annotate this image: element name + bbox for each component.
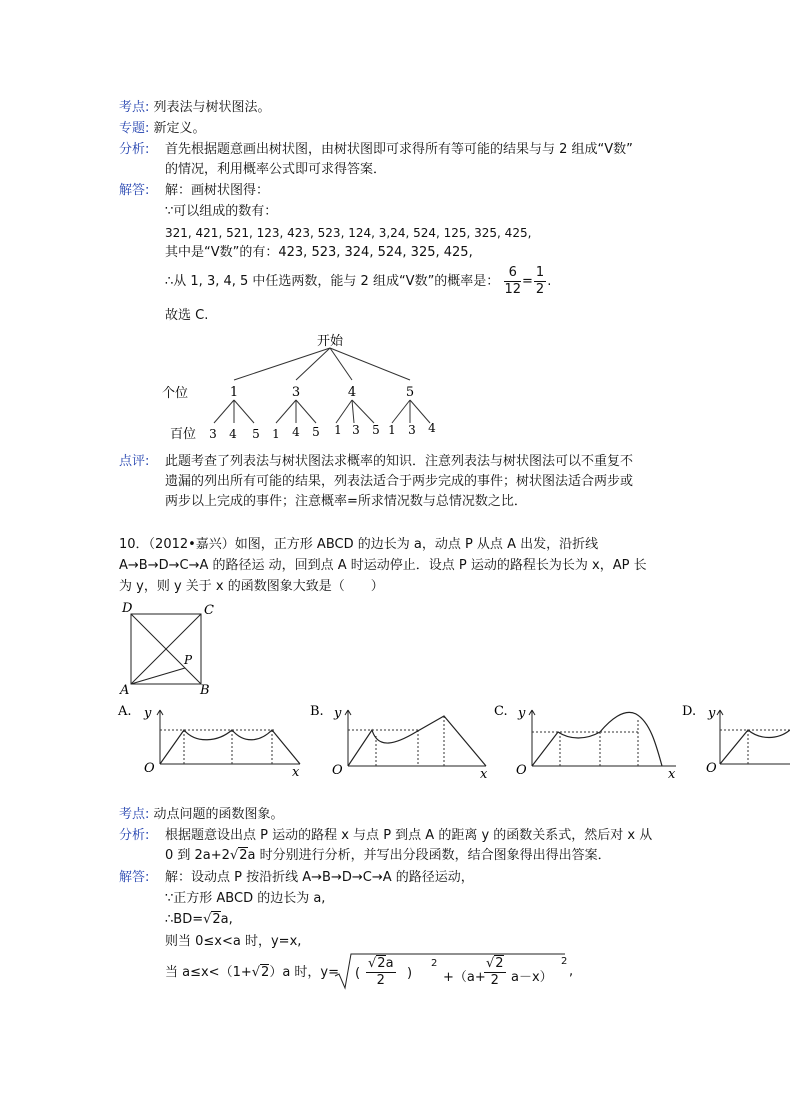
sqrt-symbol: √ <box>368 956 377 971</box>
plus-term: +（a+ <box>443 970 486 985</box>
tree-node: 5 <box>405 385 415 400</box>
axis-x-label: x <box>480 767 488 782</box>
sqrt-symbol: √ <box>203 912 212 927</box>
line5-end: , <box>569 964 574 979</box>
jieda-line-4: 其中是“V数”的有：423, 523, 324, 524, 325, 425, <box>165 245 473 260</box>
bd-eq: ∴BD= <box>165 912 204 927</box>
fenxi-line-2: 的情况，利用概率公式即可求得答案． <box>165 162 387 177</box>
zhuanti-label: 专题: <box>119 121 150 136</box>
jieda2-line-2: ∵正方形 ABCD 的边长为 a, <box>165 891 326 906</box>
kaodian-text: 列表法与树状图法。 <box>153 100 271 115</box>
kaodian2-row <box>119 805 284 825</box>
tree-leaf: 5 <box>312 425 320 439</box>
tree-root: 开始 <box>316 334 344 349</box>
origin-label: O <box>516 763 527 778</box>
close-paren: ) <box>407 966 413 981</box>
jieda-line-6: 故选 C. <box>165 308 209 323</box>
fraction-numerator: 6 <box>504 265 521 282</box>
jieda2-line-1: 解：设动点 P 按沿折线 A→B→D→C→A 的路径运动， <box>165 870 474 885</box>
fraction-denominator: 12 <box>504 282 521 297</box>
option-A-letter: A. <box>118 704 132 719</box>
line5-prefix <box>165 963 339 983</box>
origin-label: O <box>144 761 155 776</box>
fraction-denominator: 2 <box>376 973 385 988</box>
tree-leaf: 1 <box>388 423 396 437</box>
fraction-denominator: 2 <box>490 973 499 988</box>
kaodian2-label: 考点: <box>119 807 150 822</box>
sqrt-symbol: √ <box>251 965 261 980</box>
line5-text-a: 当 a≤x<（1+ <box>165 965 252 980</box>
jieda-line-3: 321, 421, 521, 123, 423, 523, 124, 3,24, 524, 125, 325, 425, <box>165 226 532 240</box>
origin-label: O <box>706 761 717 776</box>
tree-diagram <box>160 328 460 444</box>
sqrt-radicand: 2 <box>239 848 248 863</box>
fraction-6-12 <box>504 265 521 298</box>
jieda-line-5 <box>165 265 551 298</box>
tree-row-label-2: 百位 <box>170 427 197 442</box>
numerator-suffix: a <box>385 956 394 971</box>
fraction-numerator <box>484 956 506 973</box>
vertex-B: B <box>200 683 210 698</box>
option-graphs <box>110 700 790 782</box>
jieda2-line-4: 则当 0≤x<a 时，y=x, <box>165 934 302 949</box>
jieda2-line-3 <box>165 910 233 930</box>
exponent: 2 <box>431 958 438 969</box>
fenxi2-text-b: a 时分别进行分析，并写出分段函数，结合图象得出得出答案． <box>247 848 611 863</box>
zhuanti-row <box>119 119 206 139</box>
exponent-2: 2 <box>561 956 568 967</box>
fraction-denominator: 2 <box>535 282 545 297</box>
fraction-sqrt2a-over-2 <box>366 956 396 989</box>
axis-x-label: x <box>668 767 676 782</box>
question-line-3: 为 y，则 y 关于 x 的函数图象大致是（ ） <box>119 579 384 594</box>
axis-y-label: y <box>334 706 342 721</box>
line5-text-b: ）a 时，y= <box>269 965 340 980</box>
tree-row-label-1: 个位 <box>162 386 189 401</box>
jieda-line-2: ∵可以组成的数有： <box>165 204 278 219</box>
axis-y-label: y <box>708 706 716 721</box>
tail-term: a－x） <box>511 970 553 985</box>
fraction-1-2 <box>534 265 546 298</box>
option-D-graph <box>682 704 790 780</box>
tree-leaf: 3 <box>209 427 217 441</box>
option-D-letter: D. <box>682 704 697 719</box>
axis-y-label: y <box>518 706 526 721</box>
bd-tail: a, <box>220 912 233 927</box>
fenxi2-label: 分析: <box>119 828 150 843</box>
sqrt-radicand: 2 <box>495 956 504 971</box>
tree-leaf: 5 <box>252 427 260 441</box>
kaodian2-text: 动点问题的函数图象。 <box>153 807 284 822</box>
sqrt-radicand: 2 <box>261 965 270 980</box>
fenxi2-line-1: 根据题意设出点 P 运动的路程 x 与点 P 到点 A 的距离 y 的函数关系式，然后对 x 从 <box>165 828 653 843</box>
tree-leaf: 4 <box>292 425 300 439</box>
tree-node: 4 <box>347 385 357 400</box>
question-line-2: A→B→D→C→A 的路径运 动，回到点 A 时运动停止．设点 P 运动的路程长为长为 x，AP 长 <box>119 558 647 573</box>
option-A-graph <box>117 704 300 780</box>
tree-leaf: 1 <box>334 423 342 437</box>
dianping-line-2: 遗漏的列出所有可能的结果，列表法适合于两步完成的事件；树状图法适合两步或 <box>165 474 634 489</box>
probability-text: ∴从 1, 3, 4, 5 中任选两数，能与 2 组成“V数”的概率是： <box>165 274 500 289</box>
tree-leaf: 3 <box>408 423 416 437</box>
kaodian-label: 考点: <box>119 100 150 115</box>
period: . <box>547 274 552 289</box>
vertex-A: A <box>120 683 130 698</box>
fenxi2-text-a: 0 到 2a+2 <box>165 848 230 863</box>
sqrt-symbol: √ <box>229 848 239 863</box>
jieda-label: 解答: <box>119 183 150 198</box>
sqrt-radicand: 2 <box>377 956 386 971</box>
fraction-numerator: 1 <box>535 265 545 280</box>
jieda2-line-5 <box>165 952 575 992</box>
vertex-C: C <box>204 603 214 618</box>
axis-x-label: x <box>292 765 300 780</box>
option-C-graph <box>494 704 676 782</box>
vertex-D: D <box>122 601 133 616</box>
dianping-line-1: 此题考查了列表法与树状图法求概率的知识．注意列表法与树状图法可以不重复不 <box>165 454 634 469</box>
square-figure <box>116 598 222 698</box>
kaodian-row <box>119 98 271 118</box>
dianping-line-3: 两步以上完成的事件；注意概率=所求情况数与总情况数之比． <box>165 494 527 509</box>
tree-leaf: 1 <box>272 427 280 441</box>
tree-leaf: 3 <box>352 423 360 437</box>
axis-y-label: y <box>144 706 152 721</box>
origin-label: O <box>332 763 343 778</box>
fenxi-line-1: 首先根据题意画出树状图，由树状图即可求得所有等可能的结果与与 2 组成“V数” <box>165 142 633 157</box>
jieda2-label: 解答: <box>119 870 150 885</box>
tree-node: 1 <box>229 385 239 400</box>
tree-leaf: 4 <box>428 421 436 435</box>
fraction-sqrt2-over-2 <box>484 956 506 989</box>
point-P: P <box>184 653 193 667</box>
open-paren: ( <box>355 966 361 981</box>
option-B-letter: B. <box>310 704 324 719</box>
equals-sign: = <box>522 274 533 289</box>
tree-leaf: 4 <box>229 427 237 441</box>
jieda-line-1: 解：画树状图得： <box>165 183 270 198</box>
sqrt-radicand: 2 <box>212 912 221 927</box>
fraction-numerator <box>366 956 396 973</box>
option-C-letter: C. <box>494 704 508 719</box>
zhuanti-text: 新定义。 <box>153 121 206 136</box>
sqrt-symbol: √ <box>486 956 495 971</box>
question-line-1: 10．（2012•嘉兴）如图，正方形 ABCD 的边长为 a，动点 P 从点 A 出发，沿折线 <box>119 537 599 552</box>
option-B-graph <box>310 704 488 782</box>
fenxi2-line-2 <box>165 846 611 866</box>
fenxi-label: 分析: <box>119 142 150 157</box>
dianping-label: 点评: <box>119 454 150 469</box>
tree-leaf: 5 <box>372 423 380 437</box>
tree-node: 3 <box>291 385 301 400</box>
